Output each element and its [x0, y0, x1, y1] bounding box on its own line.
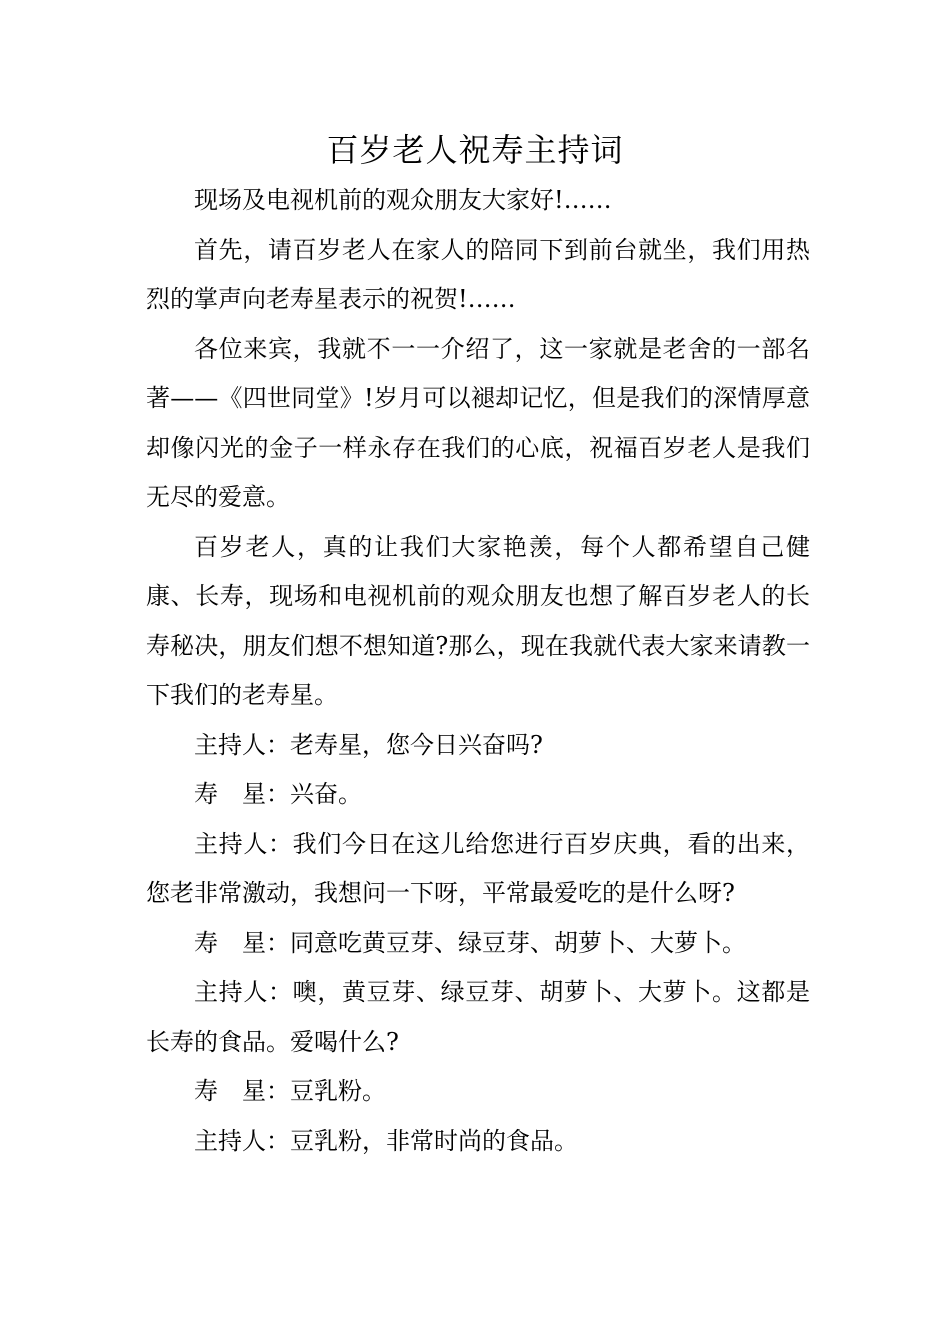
dialogue-elder-2: 寿 星：同意吃黄豆芽、绿豆芽、胡萝卜、大萝卜。 [194, 928, 746, 957]
paragraph-longevity-secret: 百岁老人，真的让我们大家艳羡，每个人都希望自己健康、长寿，现场和电视机前的观众朋友也想了解百岁老人的长寿秘决，朋友们想不想知道?那么，现在我就代表大家来请教一下我们的老寿星。 [146, 532, 810, 709]
paragraph-guests: 各位来宾，我就不一一介绍了，这一家就是老舍的一部名著——《四世同堂》!岁月可以褪却记忆，但是我们的深情厚意却像闪光的金子一样永存在我们的心底，祝福百岁老人是我们无尽的爱意。 [146, 334, 810, 511]
paragraph-welcome-elder: 首先，请百岁老人在家人的陪同下到前台就坐，我们用热烈的掌声向老寿星表示的祝贺!…… [146, 235, 810, 313]
dialogue-elder-3: 寿 星：豆乳粉。 [194, 1077, 386, 1105]
dialogue-host-1: 主持人：老寿星，您今日兴奋吗? [194, 730, 543, 759]
dialogue-host-3: 主持人：噢，黄豆芽、绿豆芽、胡萝卜、大萝卜。这都是长寿的食品。爱喝什么? [146, 978, 810, 1056]
document-title: 百岁老人祝寿主持词 [326, 131, 624, 169]
dialogue-host-2: 主持人：我们今日在这儿给您进行百岁庆典，看的出来，您老非常激动，我想问一下呀，平常最爱吃的是什么呀? [146, 829, 810, 907]
dialogue-elder-1: 寿 星：兴奋。 [194, 780, 362, 808]
document-body [146, 176, 810, 1166]
dialogue-host-4: 主持人：豆乳粉，非常时尚的食品。 [194, 1126, 578, 1155]
paragraph-greeting: 现场及电视机前的观众朋友大家好!…… [194, 186, 612, 214]
